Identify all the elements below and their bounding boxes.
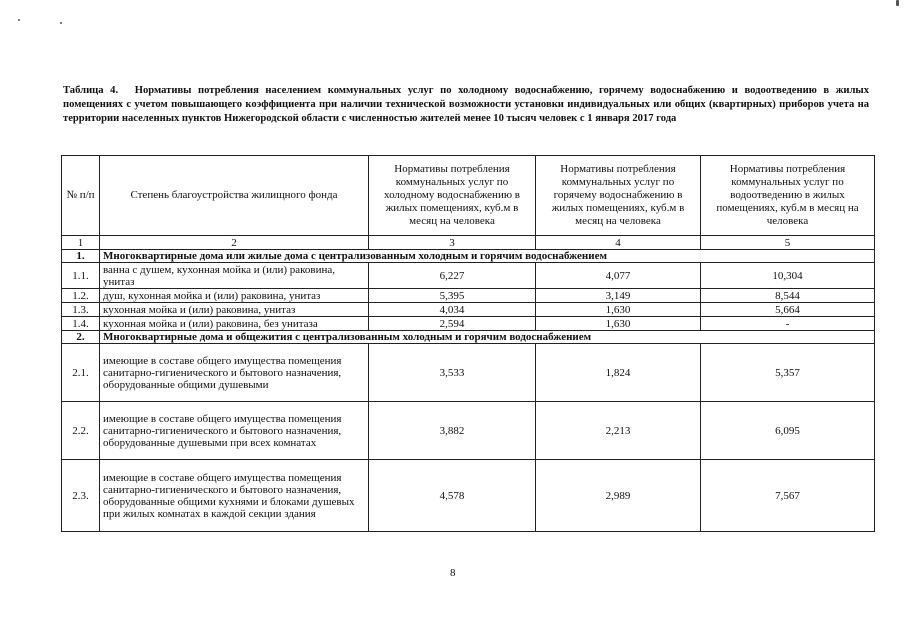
hot-water-value: 4,077 bbox=[536, 263, 701, 289]
cold-water-value: 4,578 bbox=[369, 460, 536, 532]
hot-water-value: 1,630 bbox=[536, 317, 701, 331]
row-description: кухонная мойка и (или) раковина, унитаз bbox=[100, 303, 369, 317]
drainage-value: 8,544 bbox=[701, 289, 875, 303]
column-number: 3 bbox=[369, 236, 536, 250]
table-row bbox=[62, 344, 875, 402]
scan-speck bbox=[18, 19, 20, 21]
table-row bbox=[62, 460, 875, 532]
drainage-value: - bbox=[701, 317, 875, 331]
row-number: 1.3. bbox=[62, 303, 100, 317]
hot-water-value: 3,149 bbox=[536, 289, 701, 303]
section-number: 2. bbox=[62, 331, 100, 344]
header-cold-water: Нормативы потребления коммунальных услуг по холодному водоснабжению в жилых помещениях, куб.м в месяц на человека bbox=[369, 156, 536, 236]
hot-water-value: 1,630 bbox=[536, 303, 701, 317]
row-number: 2.2. bbox=[62, 402, 100, 460]
table-row bbox=[62, 317, 875, 331]
cold-water-value: 2,594 bbox=[369, 317, 536, 331]
hot-water-value: 2,989 bbox=[536, 460, 701, 532]
page-number: 8 bbox=[450, 567, 456, 579]
row-description: душ, кухонная мойка и (или) раковина, унитаз bbox=[100, 289, 369, 303]
header-num: № п/п bbox=[62, 156, 100, 236]
column-number: 1 bbox=[62, 236, 100, 250]
drainage-value: 6,095 bbox=[701, 402, 875, 460]
table-row bbox=[62, 263, 875, 289]
hot-water-value: 2,213 bbox=[536, 402, 701, 460]
row-number: 2.3. bbox=[62, 460, 100, 532]
row-description: имеющие в составе общего имущества помещения санитарно-гигиенического и бытового назначения, оборудованные общими кухнями и блоками душевых при жилых комнатах в каждой секции здания bbox=[100, 460, 369, 532]
header-drainage: Нормативы потребления коммунальных услуг по водоотведению в жилых помещениях, куб.м в месяц на человека bbox=[701, 156, 875, 236]
table-label: Таблица 4. bbox=[63, 85, 119, 96]
cold-water-value: 3,882 bbox=[369, 402, 536, 460]
table-title: Нормативы потребления населением коммунальных услуг по холодному водоснабжению, горячему водоснабжению и водоотведению в жилых помещениях с учетом повышающего коэффициента при наличии технической возможности установки индивидуальных или общих (квартирных) приборов учета на территории населенных пунктов Нижегородской области с численностью жителей менее 10 тысяч человек с 1 января 2017 года bbox=[63, 85, 869, 124]
header-row bbox=[62, 156, 875, 236]
table-caption bbox=[63, 84, 869, 126]
drainage-value: 10,304 bbox=[701, 263, 875, 289]
header-degree: Степень благоустройства жилищного фонда bbox=[100, 156, 369, 236]
column-number: 5 bbox=[701, 236, 875, 250]
section-title: Многоквартирные дома и общежития с централизованным холодным и горячим водоснабжением bbox=[100, 331, 875, 344]
scan-speck bbox=[896, 0, 899, 6]
row-number: 2.1. bbox=[62, 344, 100, 402]
section-row bbox=[62, 250, 875, 263]
row-number: 1.2. bbox=[62, 289, 100, 303]
header-hot-water: Нормативы потребления коммунальных услуг по горячему водоснабжению в жилых помещениях, куб.м в месяц на человека bbox=[536, 156, 701, 236]
column-number: 2 bbox=[100, 236, 369, 250]
column-number: 4 bbox=[536, 236, 701, 250]
cold-water-value: 5,395 bbox=[369, 289, 536, 303]
scan-speck bbox=[60, 22, 62, 24]
column-number-row bbox=[62, 236, 875, 250]
cold-water-value: 4,034 bbox=[369, 303, 536, 317]
table-row bbox=[62, 289, 875, 303]
row-description: кухонная мойка и (или) раковина, без унитаза bbox=[100, 317, 369, 331]
row-description: ванна с душем, кухонная мойка и (или) раковина, унитаз bbox=[100, 263, 369, 289]
norms-table bbox=[61, 155, 875, 532]
table-row bbox=[62, 303, 875, 317]
cold-water-value: 3,533 bbox=[369, 344, 536, 402]
row-description: имеющие в составе общего имущества помещения санитарно-гигиенического и бытового назначения, оборудованные общими душевыми bbox=[100, 344, 369, 402]
section-number: 1. bbox=[62, 250, 100, 263]
drainage-value: 5,664 bbox=[701, 303, 875, 317]
row-number: 1.4. bbox=[62, 317, 100, 331]
drainage-value: 5,357 bbox=[701, 344, 875, 402]
section-title: Многоквартирные дома или жилые дома с централизованным холодным и горячим водоснабжением bbox=[100, 250, 875, 263]
row-description: имеющие в составе общего имущества помещения санитарно-гигиенического и бытового назначения, оборудованные душевыми при всех комнатах bbox=[100, 402, 369, 460]
section-row bbox=[62, 331, 875, 344]
hot-water-value: 1,824 bbox=[536, 344, 701, 402]
table-row bbox=[62, 402, 875, 460]
cold-water-value: 6,227 bbox=[369, 263, 536, 289]
drainage-value: 7,567 bbox=[701, 460, 875, 532]
row-number: 1.1. bbox=[62, 263, 100, 289]
